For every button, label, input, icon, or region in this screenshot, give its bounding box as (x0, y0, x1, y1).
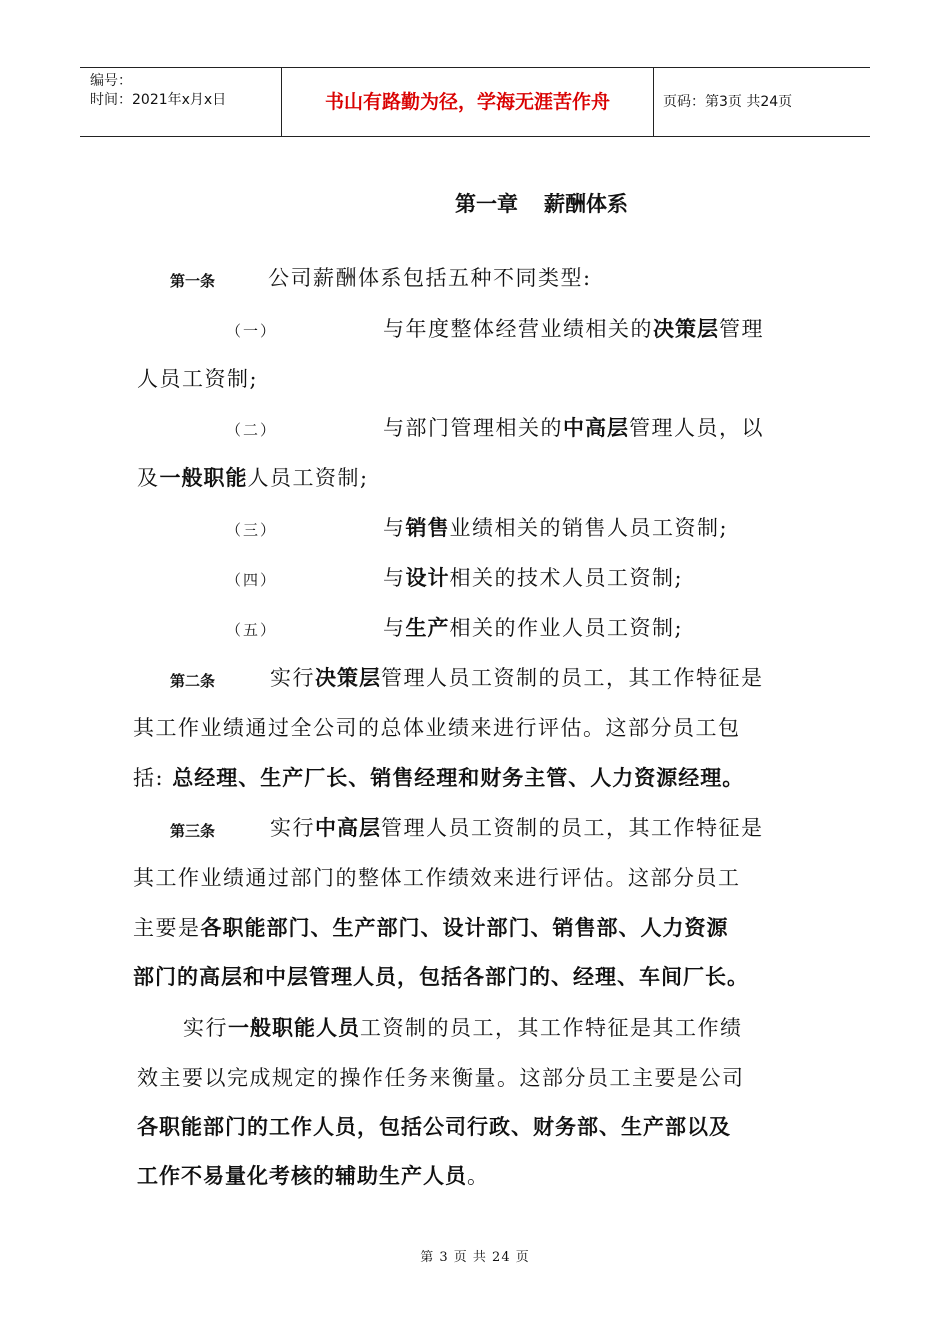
item-3-number: （三） (226, 521, 278, 539)
article-1-text: 公司薪酬体系包括五种不同类型: (268, 266, 592, 290)
item-3-line: 与销售业绩相关的销售人员工资制; (383, 516, 729, 540)
article-2-line-2: 其工作业绩通过全公司的总体业绩来进行评估。这部分员工包 (133, 716, 741, 740)
chapter-number: 第一章 (455, 192, 518, 216)
article-3-line-3: 主要是各职能部门、生产部门、设计部门、销售部、人力资源 (133, 916, 729, 940)
header-page-info: 页码：第3页 共24页 (663, 94, 793, 110)
item-1-number: （一） (226, 322, 278, 340)
chapter-name: 薪酬体系 (544, 192, 628, 216)
article-2-label: 第二条 (170, 672, 216, 690)
header-motto: 书山有路勤为径，学海无涯苦作舟 (282, 68, 654, 136)
paragraph-4-line-2: 效主要以完成规定的操作任务来衡量。这部分员工主要是公司 (137, 1066, 745, 1090)
article-2-line-1: 实行决策层管理人员工资制的员工，其工作特征是 (270, 666, 764, 690)
chapter-title (0, 188, 950, 218)
paragraph-4-line-3: 各职能部门的工作人员，包括公司行政、财务部、生产部以及 (137, 1115, 731, 1139)
header-table (80, 67, 870, 137)
item-2-line-2: 及一般职能人员工资制; (137, 466, 369, 490)
item-1-line-1: 与年度整体经营业绩相关的决策层管理 (383, 317, 764, 341)
item-4-line: 与设计相关的技术人员工资制; (383, 566, 684, 590)
item-2-line-1: 与部门管理相关的中高层管理人员，以 (383, 416, 764, 440)
item-5-number: （五） (226, 621, 278, 639)
article-3-line-4: 部门的高层和中层管理人员，包括各部门的、经理、车间厂长。 (133, 965, 749, 989)
item-5-line: 与生产相关的作业人员工资制; (383, 616, 684, 640)
article-1-label: 第一条 (170, 272, 216, 290)
paragraph-4-line-4: 工作不易量化考核的辅助生产人员。 (137, 1164, 490, 1188)
paragraph-4-line-1: 实行一般职能人员工资制的员工，其工作特征是其工作绩 (183, 1016, 743, 1040)
header-meta-cell (80, 68, 282, 136)
item-4-number: （四） (226, 571, 278, 589)
page-footer: 第 3 页 共 24 页 (420, 1250, 530, 1265)
article-3-line-2: 其工作业绩通过部门的整体工作绩效来进行评估。这部分员工 (133, 866, 741, 890)
time-label: 时间：2021年x月x日 (90, 92, 227, 108)
article-3-label: 第三条 (170, 822, 216, 840)
item-2-number: （二） (226, 421, 278, 439)
article-2-line-3: 括: 总经理、生产厂长、销售经理和财务主管、人力资源经理。 (133, 766, 745, 790)
item-1-line-2: 人员工资制; (137, 367, 259, 391)
article-3-line-1: 实行中高层管理人员工资制的员工，其工作特征是 (270, 816, 764, 840)
serial-label: 编号： (90, 73, 132, 89)
